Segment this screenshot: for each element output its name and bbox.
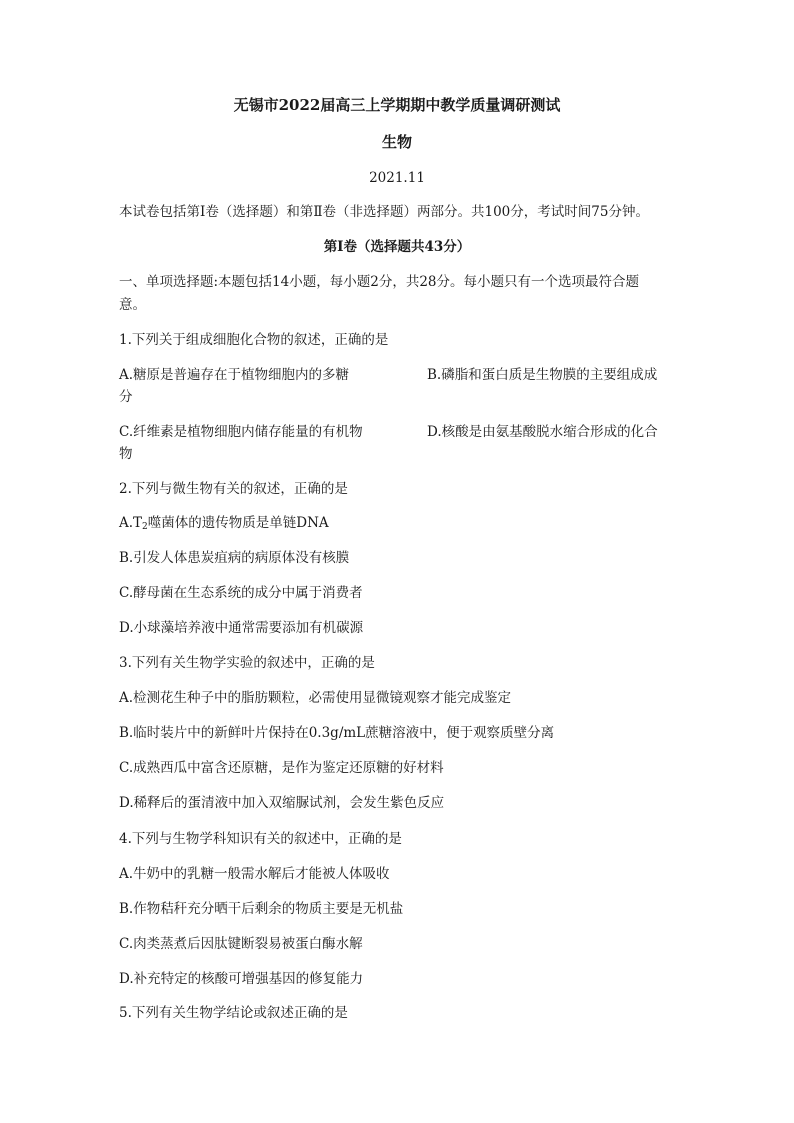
question-2-option-a-prefix: A.T bbox=[119, 515, 143, 531]
question-1-stem: 1.下列关于组成细胞化合物的叙述，正确的是 bbox=[119, 332, 389, 348]
question-3-option-d: D.稀释后的蛋清液中加入双缩脲试剂，会发生紫色反应 bbox=[119, 795, 445, 811]
question-4-stem: 4.下列与生物学科知识有关的叙述中，正确的是 bbox=[119, 831, 402, 847]
question-1-option-c: C.纤维素是植物细胞内储存能量的有机物 bbox=[119, 424, 363, 440]
question-4-option-d: D.补充特定的核酸可增强基因的修复能力 bbox=[119, 971, 364, 987]
section-instruction-line1: 一、单项选择题:本题包括14小题，每小题2分，共28分。每小题只有一个选项最符合题 bbox=[119, 274, 639, 290]
question-1-option-b-cont: 分 bbox=[119, 389, 133, 405]
question-3-option-c: C.成熟西瓜中富含还原糖，是作为鉴定还原糖的好材料 bbox=[119, 760, 444, 776]
exam-date: 2021.11 bbox=[369, 170, 425, 186]
question-2-option-a-rest: 噬菌体的遗传物质是单链DNA bbox=[147, 515, 329, 531]
section-instruction-line2: 意。 bbox=[119, 297, 146, 313]
question-1-option-b: B.磷脂和蛋白质是生物膜的主要组成成 bbox=[427, 367, 658, 383]
subject-title: 生物 bbox=[381, 133, 412, 151]
question-3-option-b: B.临时装片中的新鲜叶片保持在0.3g/mL蔗糖溶液中，便于观察质壁分离 bbox=[119, 725, 555, 741]
question-2-option-b: B.引发人体患炭疽病的病原体没有核膜 bbox=[119, 550, 350, 566]
question-4-option-c: C.肉类蒸煮后因肽键断裂易被蛋白酶水解 bbox=[119, 936, 363, 952]
question-4-option-a: A.牛奶中的乳糖一般需水解后才能被人体吸收 bbox=[119, 866, 390, 882]
question-1-option-d: D.核酸是由氨基酸脱水缩合形成的化合 bbox=[427, 424, 658, 440]
intro-text: 本试卷包括第Ⅰ卷（选择题）和第Ⅱ卷（非选择题）两部分。共100分，考试时间75分钟。 bbox=[119, 204, 649, 220]
question-2-option-d: D.小球藻培养液中通常需要添加有机碳源 bbox=[119, 620, 364, 636]
question-1-option-a: A.糖原是普遍存在于植物细胞内的多糖 bbox=[119, 367, 350, 383]
question-5-stem: 5.下列有关生物学结论或叙述正确的是 bbox=[119, 1005, 348, 1021]
question-2-option-c: C.酵母菌在生态系统的成分中属于消费者 bbox=[119, 585, 363, 601]
exam-title: 无锡市2022届高三上学期期中教学质量调研测试 bbox=[233, 96, 561, 114]
question-1-option-d-cont: 物 bbox=[119, 446, 133, 462]
question-2-option-a-subscript: 2 bbox=[142, 522, 148, 532]
question-3-option-a: A.检测花生种子中的脂肪颗粒，必需使用显微镜观察才能完成鉴定 bbox=[119, 690, 512, 706]
question-3-stem: 3.下列有关生物学实验的叙述中，正确的是 bbox=[119, 655, 375, 671]
question-2-option-a bbox=[119, 514, 679, 536]
question-2-stem: 2.下列与微生物有关的叙述，正确的是 bbox=[119, 481, 348, 497]
question-4-option-b: B.作物秸秆充分晒干后剩余的物质主要是无机盐 bbox=[119, 901, 404, 917]
section-title: 第Ⅰ卷（选择题共43分） bbox=[323, 239, 471, 255]
